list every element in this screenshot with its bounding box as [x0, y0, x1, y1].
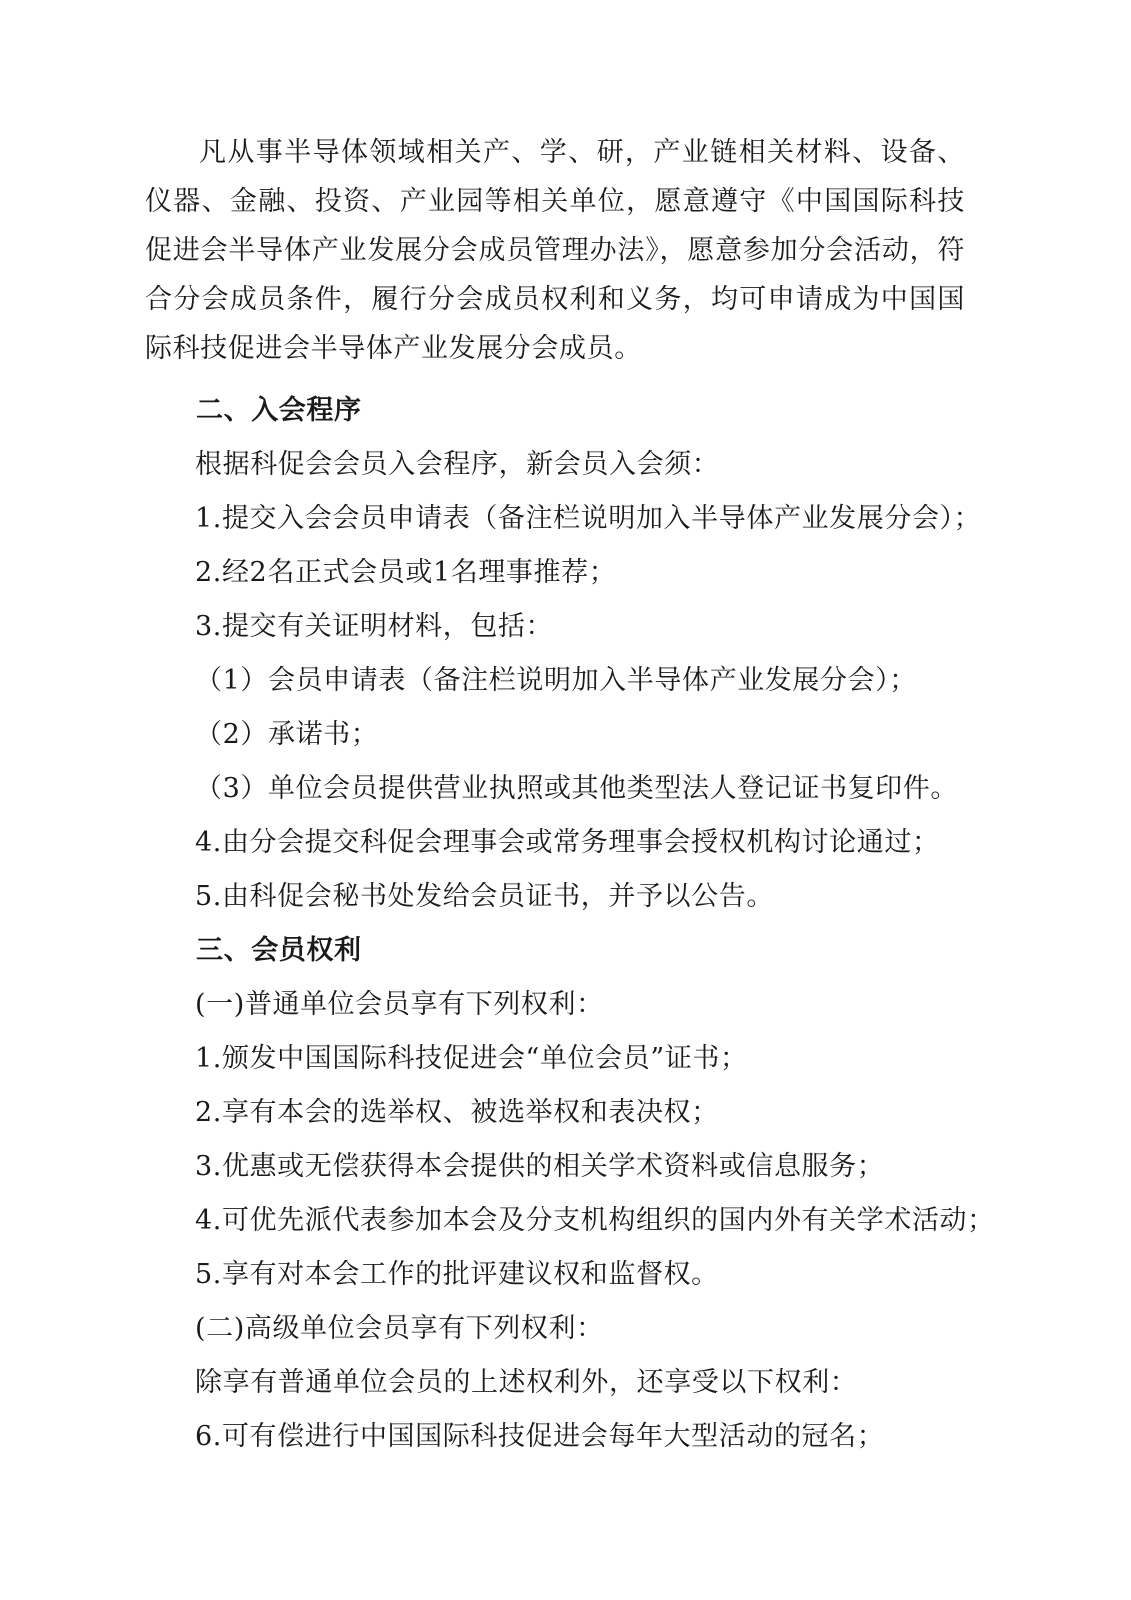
senior-member-rights-lead: (二)高级单位会员享有下列权利：: [195, 1313, 604, 1344]
admission-subitem-2: （2）承诺书；: [195, 719, 379, 750]
admission-item-4: 4.由分会提交科促会理事会或常务理事会授权机构讨论通过；: [195, 827, 940, 858]
rights-item-4: 4.可优先派代表参加本会及分支机构组织的国内外有关学术活动；: [195, 1205, 995, 1236]
intro-paragraph: 凡从事半导体领域相关产、学、研，产业链相关材料、设备、仪器、金融、投资、产业园等相关单位，愿意遵守《中国国际科技促进会半导体产业发展分会成员管理办法》，愿意参加分会活动，符合分会成员条件，履行分会成员权利和义务，均可申请成为中国国际科技促进会半导体产业发展分会成员。: [145, 137, 965, 364]
admission-item-5: 5.由科促会秘书处发给会员证书，并予以公告。: [195, 881, 774, 912]
section-heading-admission-procedure: 二、入会程序: [196, 395, 362, 426]
admission-item-3: 3.提交有关证明材料，包括：: [195, 611, 554, 642]
admission-item-1: 1.提交入会会员申请表（备注栏说明加入半导体产业发展分会）；: [195, 503, 982, 534]
ordinary-member-rights-lead: (一)普通单位会员享有下列权利：: [195, 989, 604, 1020]
rights-item-6: 6.可有偿进行中国国际科技促进会每年大型活动的冠名；: [195, 1421, 885, 1452]
admission-lead: 根据科促会会员入会程序，新会员入会须：: [195, 449, 720, 480]
senior-member-rights-intro: 除享有普通单位会员的上述权利外，还享受以下权利：: [195, 1367, 858, 1398]
rights-item-2: 2.享有本会的选举权、被选举权和表决权；: [195, 1097, 719, 1128]
section-heading-member-rights: 三、会员权利: [196, 935, 362, 966]
rights-item-5: 5.享有对本会工作的批评建议权和监督权。: [195, 1259, 719, 1290]
admission-subitem-3: （3）单位会员提供营业执照或其他类型法人登记证书复印件。: [195, 773, 958, 804]
admission-item-2: 2.经2名正式会员或1名理事推荐；: [195, 557, 617, 588]
admission-subitem-1: （1）会员申请表（备注栏说明加入半导体产业发展分会）；: [195, 665, 917, 696]
rights-item-1: 1.颁发中国国际科技促进会“单位会员”证书；: [195, 1043, 748, 1074]
rights-item-3: 3.优惠或无偿获得本会提供的相关学术资料或信息服务；: [195, 1151, 885, 1182]
